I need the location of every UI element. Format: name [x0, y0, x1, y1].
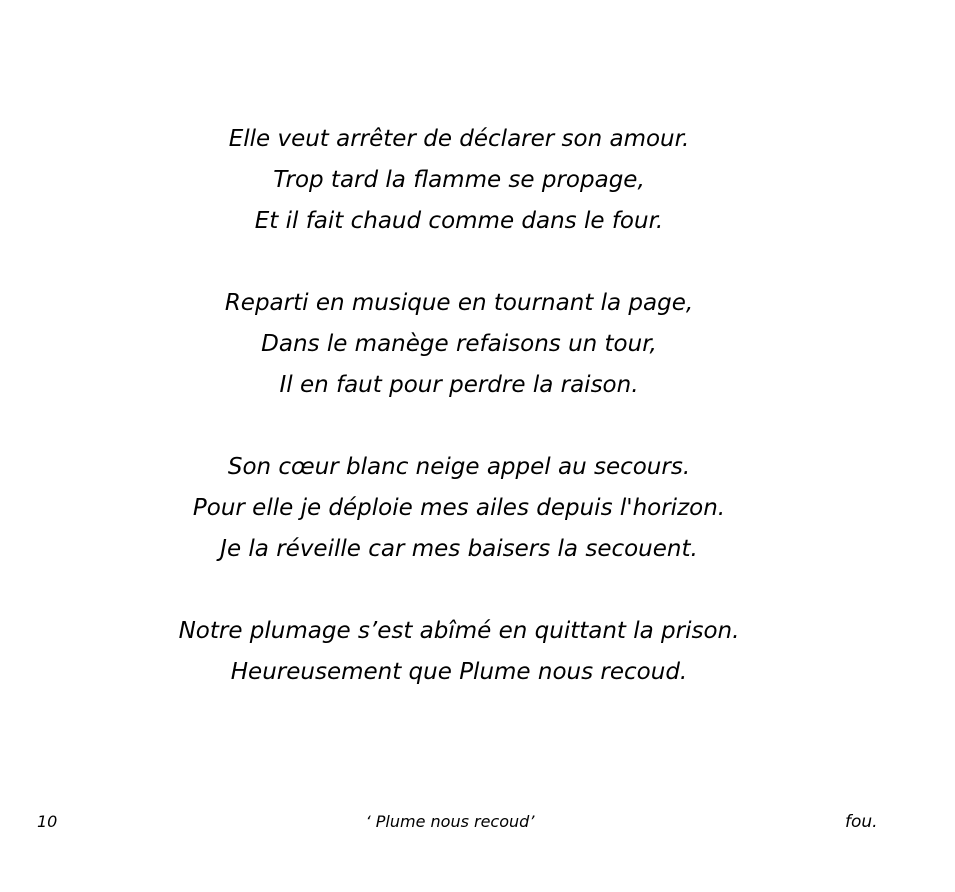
- poem-line: Trop tard la flamme se propage,: [273, 167, 645, 193]
- running-title: ‘ Plume nous recoud’: [365, 812, 535, 831]
- poem-line: Pour elle je déploie mes ailes depuis l'horizon.: [192, 495, 726, 521]
- stanza-4: [0, 611, 918, 693]
- poem-line: Notre plumage s’est abîmé en quittant la prison.: [178, 618, 740, 644]
- page-number: 10: [37, 812, 58, 831]
- poem-line: Et il fait chaud comme dans le four.: [254, 208, 664, 234]
- poem-line: Son cœur blanc neige appel au secours.: [227, 454, 691, 480]
- stanza-2: [0, 283, 918, 406]
- poem-line: Je la réveille car mes baisers la secouent.: [220, 536, 698, 562]
- poem-line: Il en faut pour perdre la raison.: [279, 372, 639, 398]
- poem-line: Reparti en musique en tournant la page,: [224, 290, 694, 316]
- poem-line: Dans le manège refaisons un tour,: [261, 331, 657, 357]
- footer-mark: fou.: [845, 812, 878, 832]
- poem-line: Heureusement que Plume nous recoud.: [230, 659, 688, 685]
- stanza-3: [0, 447, 918, 570]
- poem: [0, 119, 918, 734]
- poem-line: Elle veut arrêter de déclarer son amour.: [228, 126, 690, 152]
- stanza-1: [0, 119, 918, 242]
